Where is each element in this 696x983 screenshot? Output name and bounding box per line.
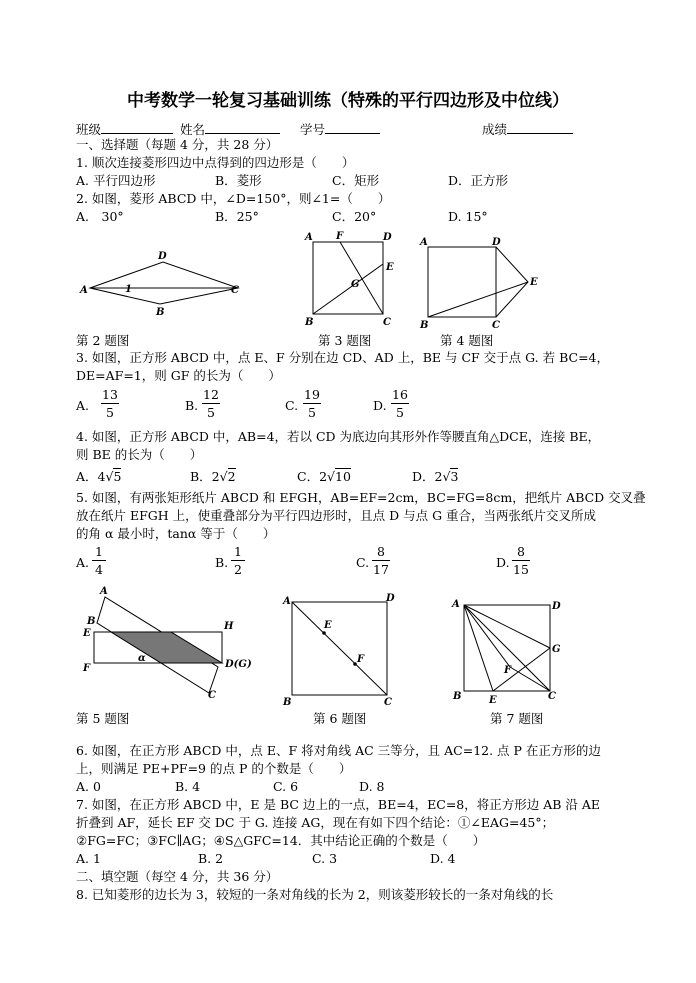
figure-4-square-triangle (418, 235, 548, 330)
q7-line1: 7. 如图，在正方形 ABCD 中，E 是 BC 边上的一点，BE=4，EC=8，将正方形边 AB 沿 AE (76, 797, 601, 812)
fig5-caption: 第 5 题图 (76, 711, 130, 726)
q4-line1: 4. 如图，正方形 ABCD 中，AB=4，若以 CD 为底边向其形外作等腰直角△DCE，连接 BE， (76, 429, 601, 444)
q3-option-a-fraction (101, 387, 119, 420)
label-dg: D(G) (225, 659, 252, 670)
segment-ag (464, 605, 550, 648)
q1-option-c[interactable]: C．矩形 (332, 173, 380, 188)
q6-option-d[interactable]: D. 8 (359, 779, 385, 794)
q5-option-a-fraction (92, 544, 106, 577)
q4-option-d[interactable]: D．2√3 (412, 469, 459, 484)
q7-option-d[interactable]: D. 4 (430, 851, 456, 866)
denominator: 17 (373, 562, 389, 577)
label-b: B (156, 307, 165, 318)
radicand: 2 (227, 469, 236, 484)
denominator: 5 (106, 405, 114, 420)
q4-option-b[interactable]: B．2√2 (190, 469, 236, 484)
q2-option-b[interactable]: B．25° (215, 209, 259, 224)
diagonal-ac (292, 602, 387, 695)
q5-option-c-fraction (372, 544, 390, 577)
fig2-caption: 第 2 题图 (76, 333, 130, 348)
segment-be (313, 264, 383, 314)
segment-ae (464, 605, 493, 691)
q3-option-b-label: B. (185, 398, 199, 413)
q3-line2: DE=AF=1，则 GF 的长为（ ） (76, 368, 281, 383)
option-label: B．2 (190, 469, 220, 484)
numerator: 8 (517, 544, 525, 559)
q2-option-d[interactable]: D. 15° (448, 209, 488, 224)
q2-stem: 2. 如图，菱形 ABCD 中，∠D=150°，则∠1=（ ） (76, 191, 391, 206)
label-c: C (208, 690, 216, 701)
option-label: D．2 (412, 469, 443, 484)
segment-eg (493, 648, 550, 691)
option-label: A．4 (76, 469, 106, 484)
q3-line1: 3. 如图，正方形 ABCD 中，点 E、F 分别在边 CD、AD 上，BE 与 CF 交于点 G. 若 BC=4， (76, 350, 610, 365)
label-d: D (158, 251, 167, 262)
page-title: 中考数学一轮复习基础训练（特殊的平行四边形及中位线） (127, 91, 569, 111)
q3-option-a-label: A. (76, 398, 90, 413)
label-h: H (224, 621, 234, 632)
section2-heading: 二、填空题（每空 4 分，共 36 分） (76, 869, 279, 884)
label-c: C (231, 285, 239, 296)
label-f: F (83, 663, 91, 674)
label-b: B (87, 616, 96, 627)
figure-5-overlapping-rectangles (78, 585, 253, 705)
denominator: 5 (396, 405, 404, 420)
q7-option-b[interactable]: B. 2 (198, 851, 224, 866)
label-alpha: α (138, 653, 146, 664)
triangle-dce (496, 247, 528, 317)
label-e: E (386, 262, 394, 273)
label-e: E (489, 695, 497, 706)
q6-line2: 上，则满足 PE+PF=9 的点 P 的个数是（ ） (76, 761, 352, 776)
label-a: A (80, 285, 88, 296)
numerator: 1 (95, 544, 103, 559)
radicand: 5 (113, 469, 122, 484)
label-d: D (552, 601, 561, 612)
fig4-caption: 第 4 题图 (440, 333, 494, 348)
label-a: A (305, 232, 313, 243)
rhombus-shape (90, 262, 238, 304)
q4-line2: 则 BE 的长为（ ） (76, 447, 203, 462)
numerator: 12 (203, 387, 219, 402)
denominator: 15 (513, 562, 529, 577)
q5-line2: 放在纸片 EFGH 上，使重叠部分为平行四边形时，且点 D 与点 G 重合，当两张纸片交叉所成 (76, 508, 597, 523)
point-e (322, 631, 326, 635)
label-c: C (548, 691, 556, 702)
label-d: D (386, 593, 395, 604)
label-e: E (83, 628, 91, 639)
label-b: B (453, 691, 462, 702)
label-e: E (324, 620, 332, 631)
segment-af (464, 605, 510, 667)
numerator: 19 (304, 387, 320, 402)
id-field[interactable] (300, 120, 380, 138)
square-shape (313, 242, 383, 314)
numerator: 1 (234, 544, 242, 559)
score-label: 成绩 (482, 122, 508, 137)
label-f: F (336, 231, 344, 242)
numerator: 13 (102, 387, 118, 402)
figure-2-rhombus (80, 250, 250, 320)
q4-option-c[interactable]: C．2√10 (297, 469, 351, 484)
name-field[interactable] (180, 120, 280, 138)
denominator: 4 (95, 562, 103, 577)
label-f: F (357, 654, 365, 665)
figure-7-folded-square (448, 595, 568, 710)
score-field[interactable] (482, 120, 573, 138)
segment-ac (464, 605, 550, 691)
figure-6-square-diagonal (280, 590, 400, 710)
fig3-caption: 第 3 题图 (318, 333, 372, 348)
q8-line1: 8. 已知菱形的边长为 3，较短的一条对角线的长为 2，则该菱形较长的一条对角线的长 (76, 887, 554, 902)
label-d: D (492, 237, 501, 248)
q1-option-b[interactable]: B．菱形 (215, 173, 262, 188)
q3-option-d-label: D. (373, 398, 387, 413)
q7-option-c[interactable]: C. 3 (312, 851, 338, 866)
numerator: 16 (392, 387, 408, 402)
segment-cf (340, 242, 383, 314)
segment-be (428, 282, 528, 317)
q6-option-c[interactable]: C. 6 (273, 779, 299, 794)
q2-option-c[interactable]: C．20° (332, 209, 377, 224)
q6-option-b[interactable]: B. 4 (175, 779, 201, 794)
q3-option-d-fraction (391, 387, 409, 420)
radicand: 10 (335, 469, 351, 484)
label-g: G (351, 279, 360, 290)
label-d: D (383, 232, 392, 243)
q6-line1: 6. 如图，在正方形 ABCD 中，点 E、F 将对角线 AC 三等分，且 AC=12. 点 P 在正方形的边 (76, 743, 601, 758)
q5-option-b-label: B. (215, 555, 229, 570)
q1-stem: 1. 顺次连接菱形四边中点得到的四边形是（ ） (76, 155, 355, 170)
label-a: A (100, 586, 108, 597)
fig6-caption: 第 6 题图 (313, 711, 367, 726)
radicand: 3 (450, 469, 459, 484)
label-g: G (552, 644, 561, 655)
figure-3-square (303, 230, 403, 330)
label-b: B (283, 697, 292, 708)
label-f: F (504, 665, 512, 676)
q5-line3: 的角 α 最小时，tanα 等于（ ） (76, 526, 276, 541)
q5-option-c-label: C. (356, 555, 370, 570)
q1-option-a[interactable]: A. 平行四边形 (76, 173, 156, 188)
q1-option-d[interactable]: D．正方形 (448, 173, 509, 188)
q2-option-a[interactable]: A. 30° (76, 209, 124, 224)
square-shape (428, 247, 496, 317)
class-label: 班级 (76, 122, 102, 137)
section1-heading: 一、选择题（每题 4 分，共 28 分） (76, 137, 279, 152)
q3-option-c-fraction (303, 387, 321, 420)
q7-option-a[interactable]: A. 1 (76, 851, 101, 866)
name-label: 姓名 (180, 122, 206, 137)
overlap-parallelogram (111, 632, 222, 663)
q5-option-d-fraction (512, 544, 530, 577)
q5-option-d-label: D. (496, 555, 510, 570)
label-c: C (384, 697, 392, 708)
q3-option-b-fraction (202, 387, 220, 420)
label-b: B (305, 317, 314, 328)
id-label: 学号 (300, 122, 326, 137)
denominator: 5 (207, 405, 215, 420)
q7-line3: ②FG=FC；③FC∥AG；④S△GFC=14．其中结论正确的个数是（ ） (76, 833, 486, 848)
denominator: 5 (308, 405, 316, 420)
q5-option-b-fraction (231, 544, 245, 577)
label-a: A (420, 237, 428, 248)
numerator: 8 (377, 544, 385, 559)
label-1: 1 (125, 284, 132, 295)
label-c: C (383, 317, 391, 328)
label-c: C (492, 320, 500, 331)
q4-option-a[interactable]: A．4√5 (76, 469, 122, 484)
fig7-caption: 第 7 题图 (490, 711, 544, 726)
label-a: A (452, 599, 460, 610)
q3-option-c-label: C. (285, 398, 299, 413)
label-b: B (420, 320, 429, 331)
denominator: 2 (234, 562, 242, 577)
label-e: E (530, 277, 538, 288)
class-field[interactable] (76, 120, 173, 138)
q5-line1: 5. 如图，有两张矩形纸片 ABCD 和 EFGH，AB=EF=2cm，BC=FG=8cm，把纸片 ABCD 交叉叠 (76, 490, 646, 505)
label-a: A (283, 596, 291, 607)
q7-line2: 折叠到 AF，延长 EF 交 DC 于 G. 连接 AG，现在有如下四个结论：①∠EAG=45°； (76, 815, 555, 830)
option-label: C．2 (297, 469, 328, 484)
q6-option-a[interactable]: A. 0 (76, 779, 101, 794)
q5-option-a-label: A. (76, 555, 90, 570)
